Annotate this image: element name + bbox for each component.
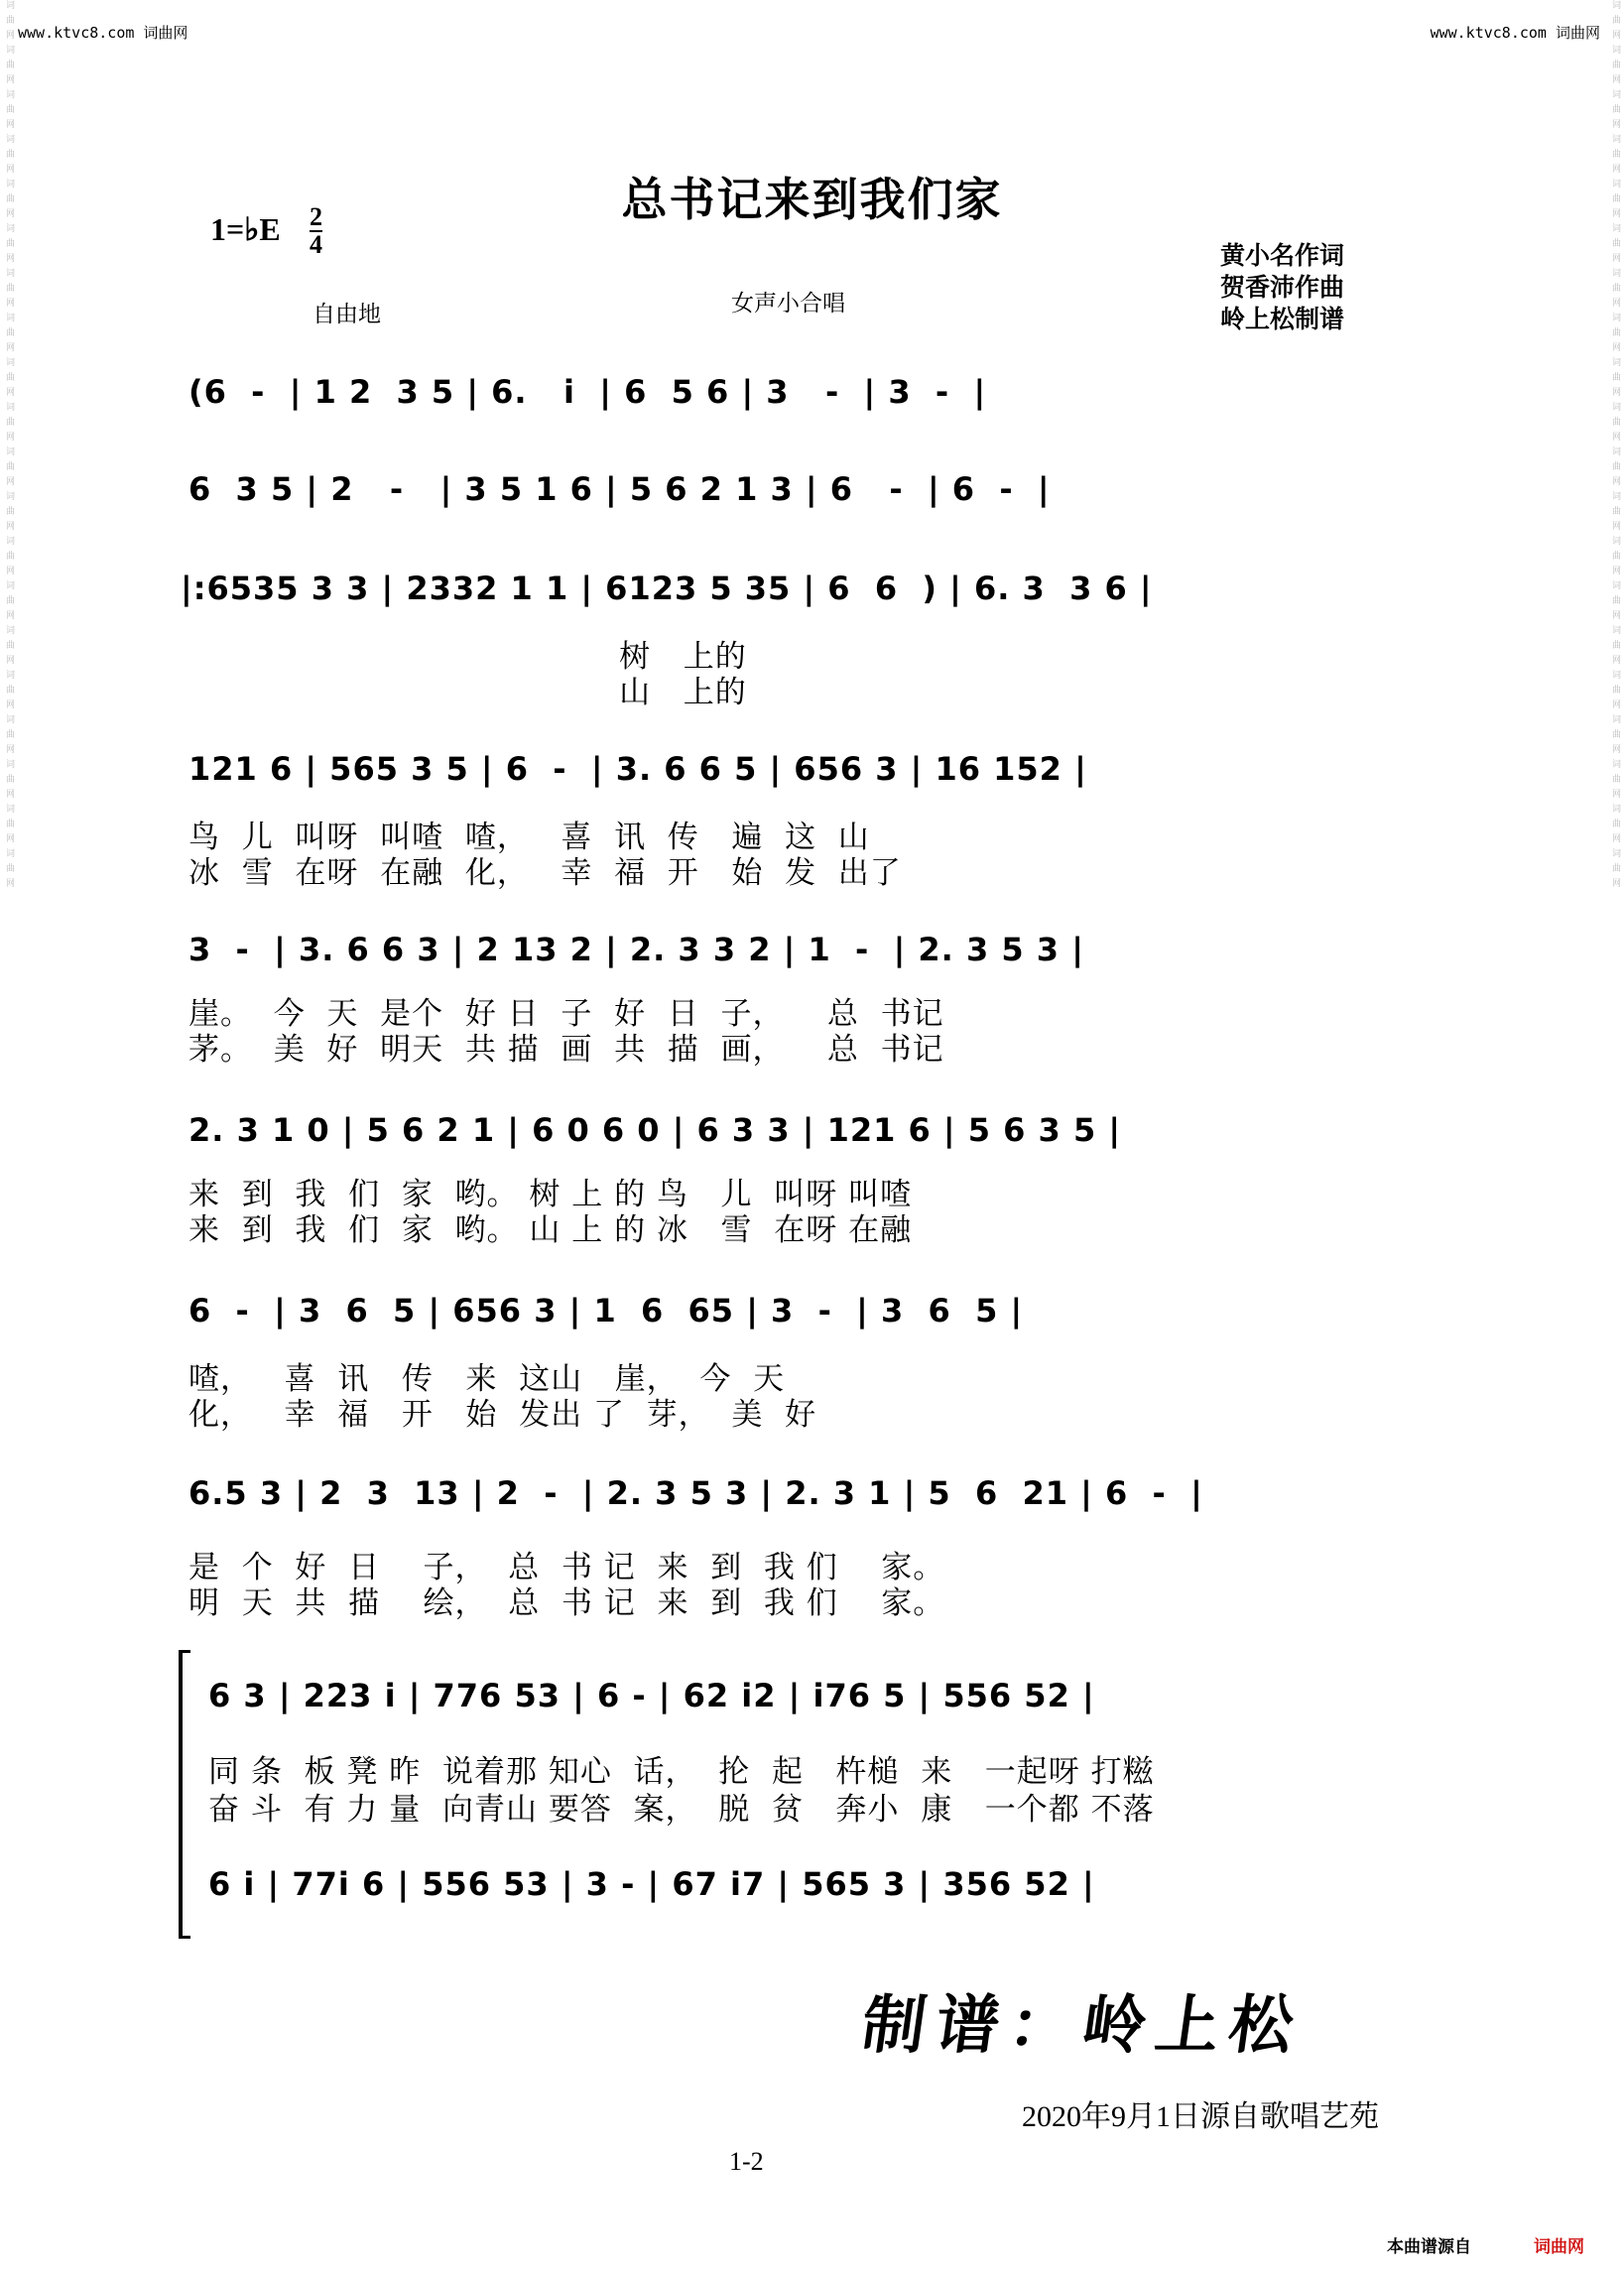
page-number: 1-2 [729,2147,764,2176]
lyric-row-5b: 茅。 美 好 明天 共 描 画 共 描 画， 总 书记 [188,1032,944,1068]
lyric-row-5a: 崖。 今 天 是个 好 日 子 好 日 子， 总 书记 [188,996,944,1032]
lyric-row-3b: 山 上的 [188,675,747,710]
key-signature: 1=♭E [210,211,281,247]
side-watermark-left: 词曲网词曲网词曲网词曲网词曲网词曲网词曲网词曲网词曲网词曲网词曲网词曲网词曲网词曲网词曲网词曲网词曲网词曲网词曲网词曲网 [4,0,14,893]
header-left-link[interactable]: www.ktvc8.com 词曲网 [18,24,188,42]
lyric-row-3a: 树 上的 [188,639,747,675]
lyric-row-7a: 喳， 喜 讯 传 来 这山 崖， 今 天 [188,1361,786,1397]
score-row-5: 3 - | 3. 6 6 3 | 2 13 2 | 2. 3 3 2 | 1 - | 2. 3 5 3 | [188,931,1084,968]
tempo-mark: 自由地 [312,302,381,327]
lyric-row-6a: 来 到 我 们 家 哟。 树 上 的 鸟 儿 叫呀 叫喳 [188,1177,913,1212]
score-row-8: 6.5 3 | 2 3 13 | 2 - | 2. 3 5 3 | 2. 3 1 | 5 6 21 | 6 - | [188,1474,1203,1512]
score-row-4: 121 6 | 565 3 5 | 6 - | 3. 6 6 5 | 656 3 | 16 152 | [188,750,1087,788]
score-row-6: 2. 3 1 0 | 5 6 2 1 | 6 0 6 0 | 6 3 3 | 121 6 | 5 6 3 5 | [188,1111,1122,1149]
lyric-row-8b: 明 天 共 描 绘， 总 书 记 来 到 我 们 家。 [188,1585,945,1621]
lyricist-credit: 黄小名作词 [1220,241,1345,270]
credits [1220,240,1344,335]
footer-source-text: 本曲谱源自 [1387,2237,1471,2257]
lyric-row-8a: 是 个 好 日 子， 总 书 记 来 到 我 们 家。 [188,1550,945,1585]
score-row-1: (6 - | 1 2 3 5 | 6. i | 6 5 6 | 3 - | 3 - | [188,373,987,411]
lyric-row-9b: 奋 斗 有 力 量 向青山 要答 案， 脱 贫 奔小 康 一个都 不落 [208,1792,1155,1828]
song-title: 总书记来到我们家 [621,173,1003,226]
footer-brand-link[interactable]: 词曲网 [1534,2237,1584,2257]
lyric-row-6b: 来 到 我 们 家 哟。 山 上 的 冰 雪 在呀 在融 [188,1212,913,1248]
score-row-7: 6 - | 3 6 5 | 656 3 | 1 6 65 | 3 - | 3 6 5 | [188,1292,1024,1329]
time-signature: 2 4 [310,202,322,259]
lyric-row-7b: 化， 幸 福 开 始 发出 了 芽， 美 好 [188,1397,817,1433]
transcriber-credit: 岭上松制谱 [1220,305,1345,333]
score-row-3: |:6535 3 3 | 2332 1 1 | 6123 5 35 | 6 6 ) | 6. 3 3 6 | [181,569,1153,607]
source-date-note: 2020年9月1日源自歌唱艺苑 [1022,2100,1379,2133]
system-bracket [179,1650,190,1939]
lyric-row-4b: 冰 雪 在呀 在融 化， 幸 福 开 始 发 出了 [188,855,902,891]
score-row-2: 6 3 5 | 2 - | 3 5 1 6 | 5 6 2 1 3 | 6 - | 6 - | [188,470,1051,508]
lyric-row-4a: 鸟 儿 叫呀 叫喳 喳， 喜 讯 传 遍 这 山 [188,820,870,855]
performance-note: 女声小合唱 [731,291,845,316]
transcriber-signature: 制谱：岭上松 [856,1988,1309,2063]
score-row-9-upper: 6 3 | 223 i | 776 53 | 6 - | 62 i2 | i76 5 | 556 52 | [208,1677,1095,1714]
header-right-link[interactable]: www.ktvc8.com 词曲网 [1430,24,1600,42]
composer-credit: 贺香沛作曲 [1220,273,1345,302]
side-watermark-right: 词曲网词曲网词曲网词曲网词曲网词曲网词曲网词曲网词曲网词曲网词曲网词曲网词曲网词曲网词曲网词曲网词曲网词曲网词曲网词曲网 [1610,0,1620,893]
score-row-10-lower: 6 i | 77i 6 | 556 53 | 3 - | 67 i7 | 565 3 | 356 52 | [208,1865,1095,1903]
lyric-row-9a: 同 条 板 凳 昨 说着那 知心 话， 抡 起 杵槌 来 一起呀 打糍 [208,1754,1155,1790]
